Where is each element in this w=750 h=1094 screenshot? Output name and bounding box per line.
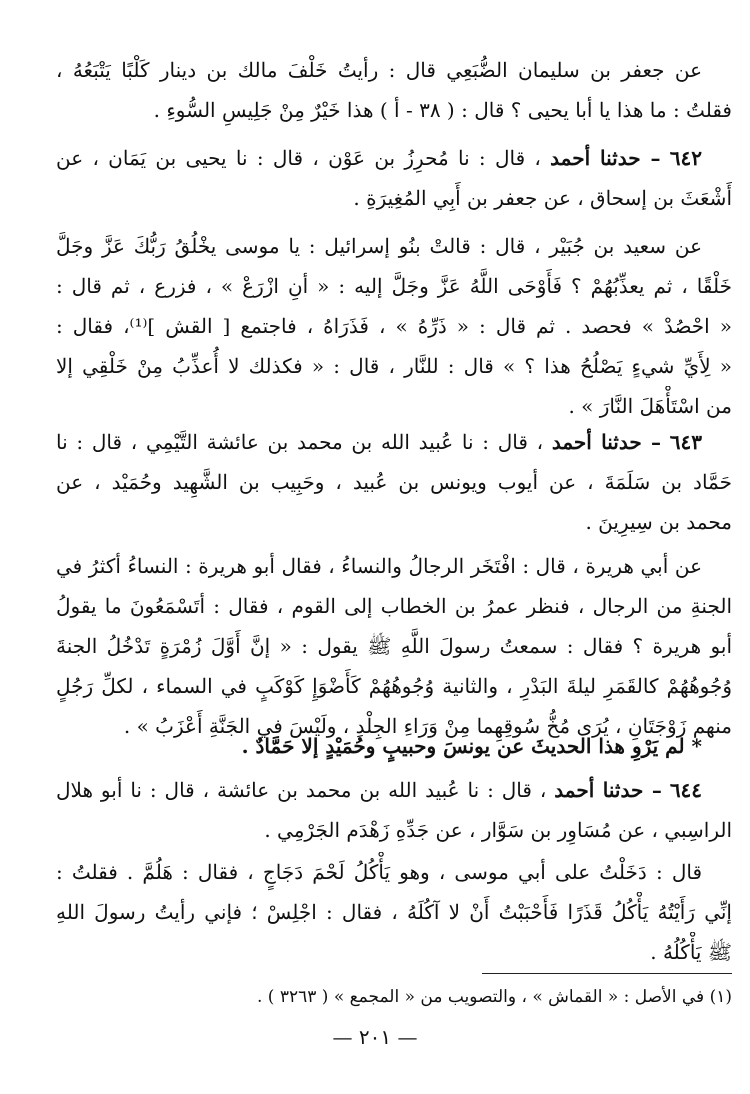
text-line: خَلْقًا ، ثم يعذِّبُهُمْ ؟ فَأَوْحَى اللَّهُ عَزَّ وجَلَّ إليه : « أنِ ازْرَعْ » ، فزرع ، ثم قال : xyxy=(56,274,732,298)
hadith-644-first-line: ٦٤٤ – حدثنا أحمد ، قال : نا عُبيد الله بن محمد بن عائشة ، قال : نا أبو هلال xyxy=(56,778,703,802)
hadith-lead: حدثنا أحمد xyxy=(554,778,644,802)
narration-note xyxy=(56,726,732,766)
text-line-with-footnote: « احْصُدْ » فحصد . ثم قال : « ذَرِّهُ » ، فَذَرَاهُ ، فاجتمع [ القش ]⁽¹⁾، فقال : xyxy=(56,314,732,338)
text-line: عن أبي هريرة ، قال : افْتَخَر الرجالُ والنساءُ ، فقال أبو هريرة : النساءُ أكثرُ في xyxy=(56,554,702,578)
text-line: حَمَّاد بن سَلَمَةَ ، عن أيوب ويونس بن عُبيد ، وحَبِيب بن الشَّهِيد وحُمَيْد ، عن xyxy=(56,470,732,494)
text-line: ، قال : نا عُبيد الله بن محمد بن عائشة ، قال : نا أبو هلال xyxy=(56,778,547,802)
paragraph-1 xyxy=(56,50,732,130)
paragraph-5 xyxy=(56,546,732,746)
footnote-separator xyxy=(482,973,732,974)
text-line: ﷺ يَأْكُلُهُ . xyxy=(650,940,732,964)
text-line: الراسِبي ، عن مُسَاوِر بن سَوَّار ، عن جَدِّهِ زَهْدَم الجَرْمِي . xyxy=(264,818,732,842)
text-line: فقلتُ : ما هذا يا أبا يحيى ؟ قال : ( ٣٨ - أ ) هذا خَيْرٌ مِنْ جَلِيسِ السُّوءِ . xyxy=(153,98,732,122)
hadith-643-first-line: ٦٤٣ – حدثنا أحمد ، قال : نا عُبيد الله بن محمد بن عائشة التَّيْمِي ، قال : نا xyxy=(56,430,703,454)
hadith-number: ٦٤٣ xyxy=(669,430,703,454)
text-line: عن جعفر بن سليمان الضُّبَعِي قال : رأيتُ خَلْفَ مالك بن دينار كَلْبًا يَتْبَعُهُ ، xyxy=(56,58,702,82)
text-line: ، قال : نا مُحرِزُ بن عَوْن ، قال : نا يحيى بن يَمَان ، عن xyxy=(56,146,541,170)
bold-note-line: * لم يَرْوِ هذا الحديثَ عن يونسَ وحبيبٍ وحُمَيْدٍ إلا حَمَّادٌ . xyxy=(241,734,702,758)
hadith-number: ٦٤٤ xyxy=(669,778,703,802)
hadith-643 xyxy=(56,422,732,542)
text-line: قال : دَخَلْتُ على أبي موسى ، وهو يَأْكُلُ لَحْمَ دَجَاجٍ ، فقال : هَلُمَّ . فقلتُ : xyxy=(56,860,702,884)
text-line: وُجُوهُهُمْ كالقَمَرِ ليلةَ البَدْرِ ، والثانية وُجُوهُهُمْ كَأَضْوَإِ كَوْكَبٍ في السماء ، لكلِّ رَجُلٍ xyxy=(56,674,732,698)
paragraph-8 xyxy=(56,852,732,972)
paragraph-3 xyxy=(56,226,732,426)
hadith-642 xyxy=(56,138,732,218)
text-line: من اسْتَأْهَلَ النَّارَ » . xyxy=(568,394,732,418)
text-line: ، قال : نا عُبيد الله بن محمد بن عائشة التَّيْمِي ، قال : نا xyxy=(56,430,544,454)
text-line: محمد بن سِيرِينَ . xyxy=(585,510,732,534)
text-line: الجنةِ من الرجال ، فنظر عمرُ بن الخطاب إلى القوم ، فقال : أتَسْمَعُونَ ما يقولُ xyxy=(56,594,732,618)
hadith-lead: حدثنا أحمد xyxy=(551,430,642,454)
page-number: — ٢٠١ — xyxy=(332,1025,418,1049)
text-line: أَشْعَثَ بن إسحاق ، عن جعفر بن أَبِي المُغِيرَةِ . xyxy=(353,186,732,210)
footnote: (١) في الأصل : « القماش » ، والتصويب من « المجمع » ( ٣٢٦٣ ) . xyxy=(257,987,732,1007)
text-line: أبو هريرة ؟ فقال : سمعتُ رسولَ اللَّهِ ﷺ يقول : « إنَّ أَوَّلَ زُمْرَةٍ تَدْخُلُ الجنةَ xyxy=(56,634,732,658)
hadith-644 xyxy=(56,770,732,850)
hadith-number: ٦٤٢ xyxy=(669,146,703,170)
text-line: منهم زَوْجَتَانِ ، يُرَى مُخُّ سُوقِهِما مِنْ وَرَاءِ الجِلْدِ ، ولَيْسَ في الجَنَّةِ أَعْزَبُ » . xyxy=(123,714,732,738)
hadith-642-first-line: ٦٤٢ – حدثنا أحمد ، قال : نا مُحرِزُ بن عَوْن ، قال : نا يحيى بن يَمَان ، عن xyxy=(56,146,703,170)
hadith-lead: حدثنا أحمد xyxy=(550,146,641,170)
text-line: « لِأَيِّ شيءٍ يَصْلُحُ هذا ؟ » قال : للنَّار ، قال : « فكذلك لا أُعذِّبُ مِنْ خَلْقِي إلا xyxy=(56,354,732,378)
text-line: إنِّي رَأَيْتُهُ يَأْكُلُ قَذَرًا فَأَحْبَبْتُ أَنْ لا آكُلَهُ ، فقال : اجْلِسْ ؛ فإني رأيتُ رسولَ اللهِ xyxy=(56,900,732,924)
text-line: عن سعيد بن جُبَيْر ، قال : قالتْ بنُو إسرائيل : يا موسى يخْلُقُ رَبُّكَ عَزَّ وجَلَّ xyxy=(56,234,702,258)
